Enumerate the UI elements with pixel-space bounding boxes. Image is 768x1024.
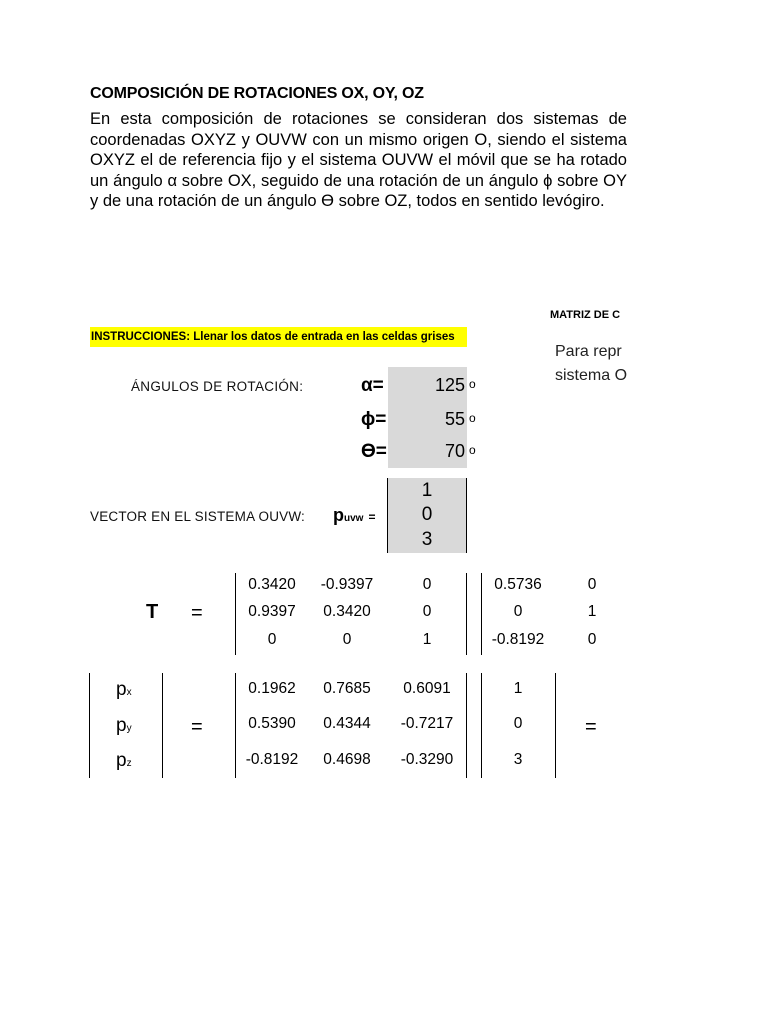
p-equals-2: = [585,716,597,738]
matrix-T-bracket-right [466,673,467,778]
right-panel-text [555,340,631,388]
p-equals-1: = [191,716,203,738]
p-vector-bracket-right [162,673,163,778]
matrix-heading: MATRIZ DE C [550,309,621,321]
py-base: p [116,715,127,736]
uvw-vector-cell: 0 [513,715,523,732]
py-sub: y [126,723,132,734]
matrix-y-cell: 1 [587,603,597,620]
vector-label: VECTOR EN EL SISTEMA OUVW: [90,509,305,524]
uvw-vector-cell: 3 [513,751,523,768]
matrix-z-cell: 0 [267,631,277,648]
phi-degree: o [469,411,476,425]
theta-degree: o [469,443,476,457]
matrix-T-cell: -0.7217 [400,715,454,732]
vector-input-v[interactable]: 0 [421,504,433,525]
matrix-T-cell: -0.8192 [245,751,299,768]
matrix-T-bracket-left [235,673,236,778]
alpha-input[interactable]: 125 [434,375,465,395]
vector-input-u[interactable]: 1 [421,480,433,501]
instructions-banner: INSTRUCCIONES: Llenar los datos de entrada en las celdas grises [90,327,467,347]
pz-label [116,750,132,772]
theta-input[interactable]: 70 [444,441,465,461]
px-base: p [116,679,127,700]
matrix-T-cell: 0.4698 [323,751,371,768]
matrix-y-cell: -0.8192 [491,631,545,648]
matrix-y-cell: 0 [513,603,523,620]
angles-label: ÁNGULOS DE ROTACIÓN: [131,379,304,394]
uvw-vector-bracket-left [481,673,482,778]
matrix-z-cell: 0 [342,631,352,648]
pz-base: p [116,750,127,771]
matrix-T-cell: 0.4344 [323,715,371,732]
p-vector-bracket-left [89,673,90,778]
pz-sub: z [126,758,132,769]
px-label [116,679,132,701]
matrix-y-cell: 0 [587,631,597,648]
alpha-degree: o [469,377,476,391]
uvw-vector-cell: 1 [513,680,523,697]
matrix-T-cell: 0.7685 [323,680,371,697]
matrix-y-cell: 0.5736 [494,576,542,593]
T-equals: = [191,602,203,624]
matrix-T-cell: -0.3290 [400,751,454,768]
matrix-z-bracket-right [466,573,467,655]
py-label [116,715,132,737]
matrix-y-cell: 0 [587,576,597,593]
puvw-subscript: uvw [344,513,364,524]
matrix-z-cell: 1 [422,631,432,648]
matrix-T-cell: 0.5390 [248,715,296,732]
matrix-y-bracket-left [481,573,482,655]
page-title: COMPOSICIÓN DE ROTACIONES OX, OY, OZ [90,85,424,102]
matrix-z-cell: 0 [422,603,432,620]
vector-input-w[interactable]: 3 [421,529,433,550]
T-symbol: T [146,601,159,623]
uvw-vector-bracket-right [555,673,556,778]
matrix-z-cell: 0.3420 [248,576,296,593]
matrix-T-cell: 0.6091 [403,680,451,697]
matrix-z-cell: -0.9397 [320,576,374,593]
matrix-T-cell: 0.1962 [248,680,296,697]
matrix-z-cell: 0 [422,576,432,593]
matrix-z-cell: 0.9397 [248,603,296,620]
matrix-z-cell: 0.3420 [323,603,371,620]
puvw-symbol [333,505,375,526]
alpha-symbol: α= [361,375,384,396]
vector-bracket-right [466,478,467,553]
phi-input[interactable]: 55 [444,409,465,429]
px-sub: x [126,687,132,698]
theta-symbol: ϴ= [361,441,387,462]
puvw-equals: = [368,510,376,524]
right-panel-line-1: Para repr [555,343,622,360]
phi-symbol: ϕ= [361,409,387,430]
matrix-z-bracket-left [235,573,236,655]
right-panel-line-2: sistema O [555,367,628,384]
puvw-base: p [333,505,344,525]
description-paragraph: En esta composición de rotaciones se consideran dos sistemas de coordenadas OXYZ y OUVW con un mismo origen O, siendo el sistema OXYZ el de referencia fijo y el sistema OUVW el móvil que se ha rotado un ángulo α sobre OX, seguido de una rotación de un ángulo ϕ sobre OY y de una rotación de un ángulo ϴ sobre OZ, todos en sentido levógiro. [90,110,627,210]
